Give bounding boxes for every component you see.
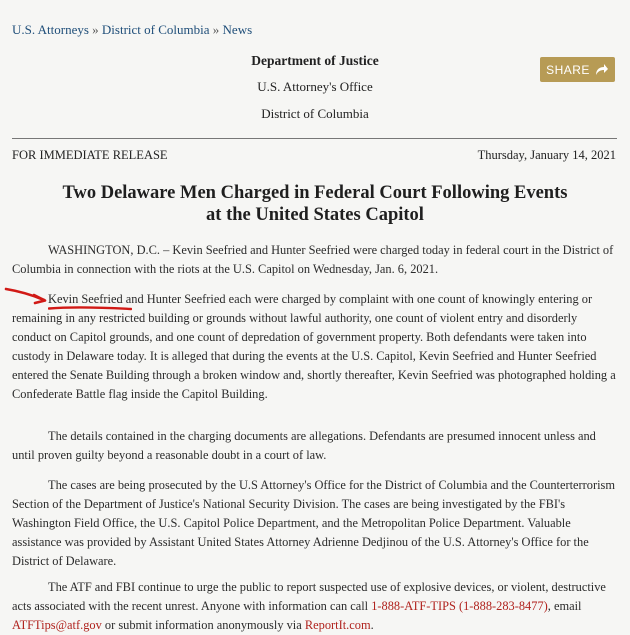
paragraph-3-text: The details contained in the charging documents are allegations. Defendants are presumed innocent unless and until proven guilty beyond a reasonable doubt in a court of law. (12, 429, 596, 462)
paragraph-3 (12, 427, 618, 465)
paragraph-5 (12, 578, 618, 635)
paragraph-5-part-c: or submit information anonymously via (101, 618, 305, 632)
release-date: Thursday, January 14, 2021 (477, 148, 616, 162)
paragraph-1-text: WASHINGTON, D.C. – Kevin Seefried and Hunter Seefried were charged today in federal court in the District of Columbia in connection with the riots at the U.S. Capitol on Wednesday, Jan. 6, 2021. (12, 243, 614, 276)
headline-line-2: at the United States Capitol (206, 205, 424, 225)
headline (0, 182, 630, 226)
tips-email-link[interactable]: ATFTips@atf.gov (12, 618, 102, 632)
paragraph-5-text (12, 578, 618, 635)
share-label: SHARE (546, 62, 590, 77)
paragraph-1 (12, 241, 618, 279)
paragraph-5-part-d: . (370, 618, 374, 632)
header-divider (12, 138, 617, 139)
district-name: District of Columbia (261, 106, 369, 121)
office-name: U.S. Attorney's Office (257, 79, 373, 94)
red-underline-mark (48, 305, 132, 311)
breadcrumb (12, 22, 252, 38)
paragraph-4-text: The cases are being prosecuted by the U.S Attorney's Office for the District of Columbia and the Counterterrorism Section of the Department of Justice's National Security Division. The cases are being investigated by the FBI's Washington Field Office, the U.S. Capitol Police Department, and the Metropolitan Police Department. Valuable assistance was provided by Assistant United States Attorney Adrienne Dedjinou of the U.S. Attorney's Office for the District of Delaware. (12, 478, 615, 568)
breadcrumb-separator: » (212, 22, 220, 37)
headline-line-1: Two Delaware Men Charged in Federal Court Following Events (62, 183, 568, 203)
tips-phone-link[interactable]: 1-888-ATF-TIPS (1-888-283-8477) (371, 599, 548, 613)
reportit-link[interactable]: ReportIt.com (304, 618, 371, 632)
share-button[interactable] (540, 57, 615, 82)
paragraph-5-part-b: , email (547, 599, 582, 613)
paragraph-2-rest: and Hunter Seefried each were charged by complaint with one count of knowingly entering or remaining in any restricted building or grounds without lawful authority, one count of violent entry and disorderly conduct on Capitol grounds, and one count of depredation of government property. Both defendants were taken into custody in Delaware today. It is alleged that during the events at the U.S. Capitol, Kevin Seefried and Hunter Seefried entered the Senate Building through a broken window and, shortly thereafter, Kevin Seefried was photographed holding a Confederate Battle flag inside the Capitol Building. (12, 292, 616, 401)
share-arrow-icon (595, 63, 609, 76)
highlighted-name: Kevin Seefried (48, 292, 123, 306)
release-label: FOR IMMEDIATE RELEASE (12, 148, 168, 162)
breadcrumb-separator: » (92, 22, 99, 37)
paragraph-4 (12, 476, 618, 571)
paragraph-5-part-a: The ATF and FBI continue to urge the public to report suspected use of explosive devices, or violent, destructive acts associated with the recent unrest. Anyone with information can call (12, 580, 606, 613)
breadcrumb-news[interactable]: News (222, 22, 253, 37)
red-arrow-icon (4, 285, 48, 305)
department-title: Department of Justice (251, 53, 379, 68)
breadcrumb-us-attorneys[interactable]: U.S. Attorneys (12, 22, 89, 37)
breadcrumb-district-of-columbia[interactable]: District of Columbia (101, 22, 210, 37)
